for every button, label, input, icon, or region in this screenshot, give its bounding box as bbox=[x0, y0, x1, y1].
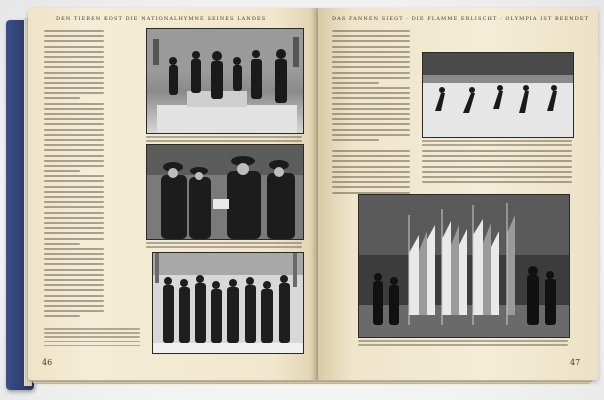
text-line bbox=[332, 171, 410, 173]
text-line bbox=[358, 340, 568, 342]
photo-officials-group-image bbox=[147, 145, 303, 239]
text-line bbox=[44, 243, 80, 245]
photo-flags-ceremony-image bbox=[359, 195, 569, 337]
text-line bbox=[44, 201, 104, 203]
text-line bbox=[332, 92, 410, 94]
text-line bbox=[332, 61, 410, 63]
text-line bbox=[44, 149, 104, 151]
right-page bbox=[318, 8, 598, 380]
text-line bbox=[44, 248, 104, 250]
text-line bbox=[44, 118, 104, 120]
left-text-column bbox=[44, 30, 104, 321]
text-line bbox=[146, 242, 302, 244]
text-line bbox=[44, 341, 140, 343]
running-head-right: DAS FANNEN SIEGT · DIE FLAMME ERLISCHT · OLYMPIA IST BEENDET bbox=[332, 16, 590, 22]
text-line bbox=[422, 155, 572, 157]
text-line bbox=[44, 227, 104, 229]
text-line bbox=[44, 103, 104, 105]
photo-officials-group bbox=[146, 144, 304, 240]
text-line bbox=[44, 113, 104, 115]
text-line bbox=[44, 332, 140, 334]
text-line bbox=[44, 300, 104, 302]
text-line bbox=[44, 72, 104, 74]
text-line bbox=[332, 150, 410, 152]
caption-flags-ceremony bbox=[358, 340, 568, 348]
text-line bbox=[332, 186, 410, 188]
text-line bbox=[358, 344, 568, 346]
text-line bbox=[44, 310, 104, 312]
text-line bbox=[44, 284, 104, 286]
text-line bbox=[44, 295, 104, 297]
right-text-column-top bbox=[332, 30, 410, 144]
text-line bbox=[332, 87, 410, 89]
text-line bbox=[44, 35, 104, 37]
text-line bbox=[332, 155, 410, 157]
photo-athletes-lineup bbox=[152, 252, 304, 354]
text-line bbox=[44, 66, 104, 68]
text-line bbox=[44, 274, 104, 276]
text-line bbox=[44, 315, 80, 317]
text-line bbox=[332, 51, 410, 53]
text-line bbox=[332, 97, 410, 99]
text-line bbox=[44, 175, 104, 177]
caption-skaters bbox=[422, 140, 572, 148]
text-line bbox=[332, 134, 410, 136]
text-line bbox=[44, 165, 104, 167]
text-line bbox=[44, 92, 104, 94]
text-line bbox=[422, 144, 572, 146]
text-line bbox=[44, 40, 104, 42]
photo-award-ceremony-image bbox=[147, 29, 303, 133]
text-line bbox=[44, 345, 140, 347]
text-line bbox=[44, 155, 104, 157]
text-line bbox=[422, 181, 572, 183]
photo-flags-ceremony bbox=[358, 194, 570, 338]
right-text-column-bottom-right bbox=[422, 150, 572, 186]
text-line bbox=[332, 30, 410, 32]
text-line bbox=[44, 139, 104, 141]
text-line bbox=[422, 140, 572, 142]
text-line bbox=[44, 232, 104, 234]
text-line bbox=[332, 176, 410, 178]
text-line bbox=[44, 82, 104, 84]
page-number-left: 46 bbox=[42, 358, 53, 367]
text-line bbox=[146, 140, 302, 142]
text-line bbox=[44, 30, 104, 32]
photo-athletes-lineup-image bbox=[153, 253, 303, 353]
text-line bbox=[422, 176, 572, 178]
left-page bbox=[28, 8, 318, 380]
text-line bbox=[44, 61, 104, 63]
text-line bbox=[332, 82, 379, 84]
text-line bbox=[44, 191, 104, 193]
text-line bbox=[44, 196, 104, 198]
text-line bbox=[422, 150, 572, 152]
text-line bbox=[44, 46, 104, 48]
text-line bbox=[44, 206, 104, 208]
text-line bbox=[332, 123, 410, 125]
text-line bbox=[44, 87, 104, 89]
text-line bbox=[44, 279, 104, 281]
text-line bbox=[332, 72, 410, 74]
text-line bbox=[422, 160, 572, 162]
text-line bbox=[44, 51, 104, 53]
text-line bbox=[44, 217, 104, 219]
page-number-right: 47 bbox=[570, 358, 581, 367]
right-text-column-bottom-left bbox=[332, 150, 410, 197]
text-line bbox=[332, 40, 410, 42]
text-line bbox=[44, 263, 104, 265]
text-line bbox=[44, 160, 104, 162]
text-line bbox=[332, 181, 410, 183]
text-line bbox=[44, 170, 80, 172]
text-line bbox=[146, 246, 302, 248]
text-line bbox=[44, 269, 104, 271]
text-line bbox=[44, 336, 140, 338]
text-line bbox=[422, 166, 572, 168]
text-line bbox=[332, 139, 379, 141]
text-line bbox=[44, 186, 104, 188]
text-line bbox=[44, 222, 104, 224]
text-line bbox=[44, 328, 140, 330]
text-line bbox=[44, 56, 104, 58]
text-line bbox=[44, 212, 104, 214]
running-head-left: DEN TIEREN KOST DIE NATIONALHYMNE SEINES LANDES bbox=[56, 16, 267, 22]
text-line bbox=[44, 77, 104, 79]
text-line bbox=[332, 77, 410, 79]
text-line bbox=[44, 108, 104, 110]
text-line bbox=[44, 129, 104, 131]
text-line bbox=[332, 35, 410, 37]
text-line bbox=[44, 305, 104, 307]
text-line bbox=[332, 160, 410, 162]
photo-skaters-image bbox=[423, 53, 573, 137]
text-line bbox=[44, 134, 104, 136]
text-line bbox=[44, 258, 104, 260]
open-book bbox=[18, 8, 598, 392]
text-line bbox=[332, 118, 410, 120]
text-line bbox=[44, 97, 80, 99]
text-line bbox=[146, 136, 302, 138]
photo-skaters bbox=[422, 52, 574, 138]
text-line bbox=[332, 129, 410, 131]
text-line bbox=[44, 253, 104, 255]
caption-athletes-lineup bbox=[44, 328, 140, 349]
text-line bbox=[332, 103, 410, 105]
text-line bbox=[44, 238, 104, 240]
text-line bbox=[44, 144, 104, 146]
caption-officials-group bbox=[146, 242, 302, 250]
text-line bbox=[332, 113, 410, 115]
text-line bbox=[332, 46, 410, 48]
text-line bbox=[332, 66, 410, 68]
photo-award-ceremony bbox=[146, 28, 304, 134]
text-line bbox=[332, 166, 410, 168]
text-line bbox=[422, 171, 572, 173]
text-line bbox=[44, 289, 104, 291]
text-line bbox=[332, 108, 410, 110]
text-line bbox=[44, 180, 104, 182]
text-line bbox=[44, 123, 104, 125]
text-line bbox=[332, 56, 410, 58]
